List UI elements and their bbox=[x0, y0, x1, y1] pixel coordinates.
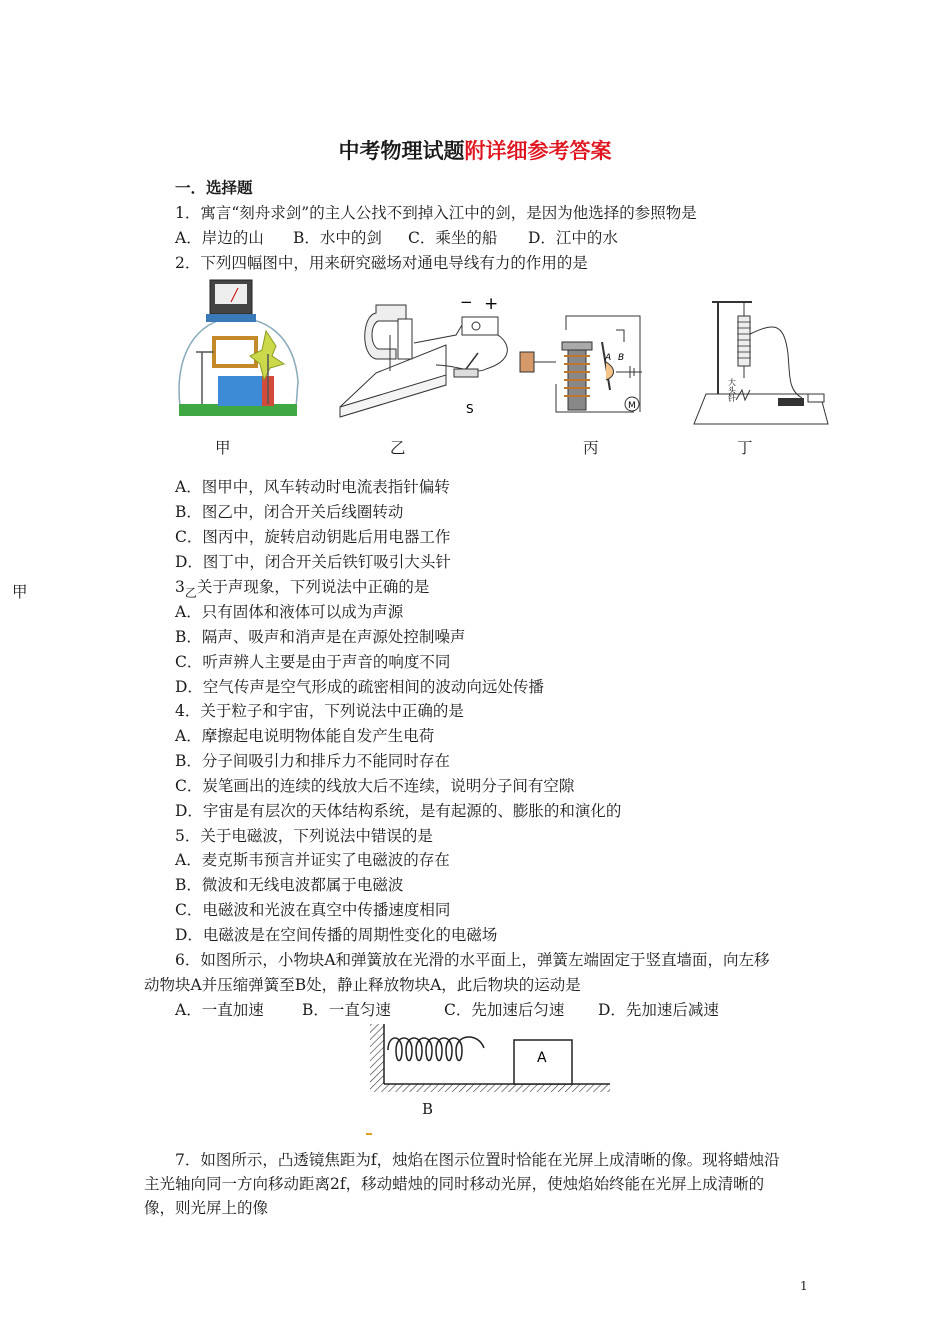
q1-option-a: A．岸边的山 bbox=[175, 229, 264, 247]
q5-option-c: C．电磁波和光波在真空中传播速度相同 bbox=[175, 901, 451, 919]
q2-stem: 2．下列四幅图中，用来研究磁场对通电导线有力的作用的是 bbox=[175, 254, 588, 272]
q1-option-c: C．乘坐的船 bbox=[408, 229, 498, 247]
title-black: 中考物理试题 bbox=[338, 138, 465, 163]
q2-yi-switch-label: S bbox=[466, 402, 474, 416]
q2-option-a: A．图甲中，风车转动时电流表指针偏转 bbox=[175, 478, 450, 496]
q4-option-b: B．分子间吸引力和排斥力不能同时存在 bbox=[175, 752, 450, 770]
title-red: 附详细参考答案 bbox=[464, 138, 612, 163]
q6-spring-figure bbox=[366, 1022, 616, 1094]
q3-option-c: C．听声辨人主要是由于声音的响度不同 bbox=[175, 653, 451, 671]
q7-line2: 主光轴向同一方向移动距离2f，移动蜡烛的同时移动光屏，使烛焰始终能在光屏上成清晰的 bbox=[144, 1175, 765, 1193]
q3-stem-sub: 乙 bbox=[184, 586, 197, 600]
q6-block-label: A bbox=[537, 1050, 547, 1066]
q1-option-d: D．江中的水 bbox=[528, 229, 618, 247]
q6-point-b-label: B bbox=[422, 1100, 434, 1118]
stray-mark bbox=[366, 1133, 372, 1135]
q4-option-d: D．宇宙是有层次的天体结构系统，是有起源的、膨胀的和演化的 bbox=[175, 802, 622, 820]
q6-option-d: D．先加速后减速 bbox=[598, 1001, 719, 1019]
q4-option-a: A．摩擦起电说明物体能自发产生电荷 bbox=[175, 727, 435, 745]
q6-stem-line2: 动物块A并压缩弹簧至B处，静止释放物块A，此后物块的运动是 bbox=[144, 976, 581, 994]
q2-label-ding: 丁 bbox=[737, 439, 753, 457]
q2-bing-motor-label: M bbox=[628, 401, 636, 411]
q2-figure-yi bbox=[336, 295, 516, 430]
q3-option-d: D．空气传声是空气形成的疏密相间的波动向远处传播 bbox=[175, 678, 544, 696]
q2-label-bing: 丙 bbox=[583, 439, 599, 457]
q6-option-c: C．先加速后匀速 bbox=[444, 1001, 565, 1019]
q5-option-d: D．电磁波是在空间传播的周期性变化的电磁场 bbox=[175, 926, 498, 944]
q7-line1: 7．如图所示，凸透镜焦距为f，烛焰在图示位置时恰能在光屏上成清晰的像。现将蜡烛沿 bbox=[175, 1151, 780, 1169]
q2-ding-pin-label: 大头针 bbox=[727, 378, 737, 402]
q3-stem bbox=[175, 577, 429, 598]
q5-option-b: B．微波和无线电波都属于电磁波 bbox=[175, 876, 404, 894]
q2-label-yi: 乙 bbox=[390, 439, 406, 457]
q3-option-b: B．隔声、吸声和消声是在声源处控制噪声 bbox=[175, 628, 466, 646]
q2-figure-ding bbox=[692, 294, 832, 428]
q2-label-jia: 甲 bbox=[215, 439, 231, 457]
q1-options bbox=[175, 228, 618, 248]
q3-option-a: A．只有固体和液体可以成为声源 bbox=[175, 603, 404, 621]
q6-stem-line1: 6．如图所示，小物块A和弹簧放在光滑的水平面上，弹簧左端固定于竖直墙面，向左移 bbox=[175, 951, 770, 969]
q5-option-a: A．麦克斯韦预言并证实了电磁波的存在 bbox=[175, 851, 450, 869]
q6-option-a: A．一直加速 bbox=[175, 1001, 264, 1019]
q1-option-b: B．水中的剑 bbox=[293, 229, 382, 247]
q7-line3: 像，则光屏上的像 bbox=[144, 1199, 269, 1217]
q6-options bbox=[175, 1000, 719, 1020]
q3-stem-rest: 关于声现象，下列说法中正确的是 bbox=[196, 578, 430, 596]
margin-char: 甲 bbox=[12, 583, 28, 601]
q1-stem: 1．寓言“刻舟求剑”的主人公找不到掉入江中的剑，是因为他选择的参照物是 bbox=[175, 204, 697, 222]
q4-stem: 4．关于粒子和宇宙，下列说法中正确的是 bbox=[175, 702, 464, 720]
q2-option-d: D．图丁中，闭合开关后铁钉吸引大头针 bbox=[175, 553, 451, 571]
page-title bbox=[0, 138, 950, 164]
q5-stem: 5．关于电磁波，下列说法中错误的是 bbox=[175, 827, 433, 845]
q6-option-b: B．一直匀速 bbox=[302, 1001, 391, 1019]
q2-option-c: C．图丙中，旋转启动钥匙后用电器工作 bbox=[175, 528, 451, 546]
q2-figure-jia bbox=[176, 276, 302, 426]
q2-bing-b-label: B bbox=[618, 353, 625, 363]
q3-stem-num: 3 bbox=[175, 578, 185, 596]
page-number: 1 bbox=[800, 1279, 808, 1293]
q4-option-c: C．炭笔画出的连续的线放大后不连续，说明分子间有空隙 bbox=[175, 777, 575, 795]
q2-option-b: B．图乙中，闭合开关后线圈转动 bbox=[175, 503, 404, 521]
section-heading: 一．选择题 bbox=[175, 178, 253, 197]
q2-yi-plus: + bbox=[484, 295, 499, 314]
q2-figure-bing bbox=[516, 300, 656, 422]
q2-yi-minus: − bbox=[460, 295, 473, 311]
q2-bing-a-label: A bbox=[605, 353, 612, 363]
